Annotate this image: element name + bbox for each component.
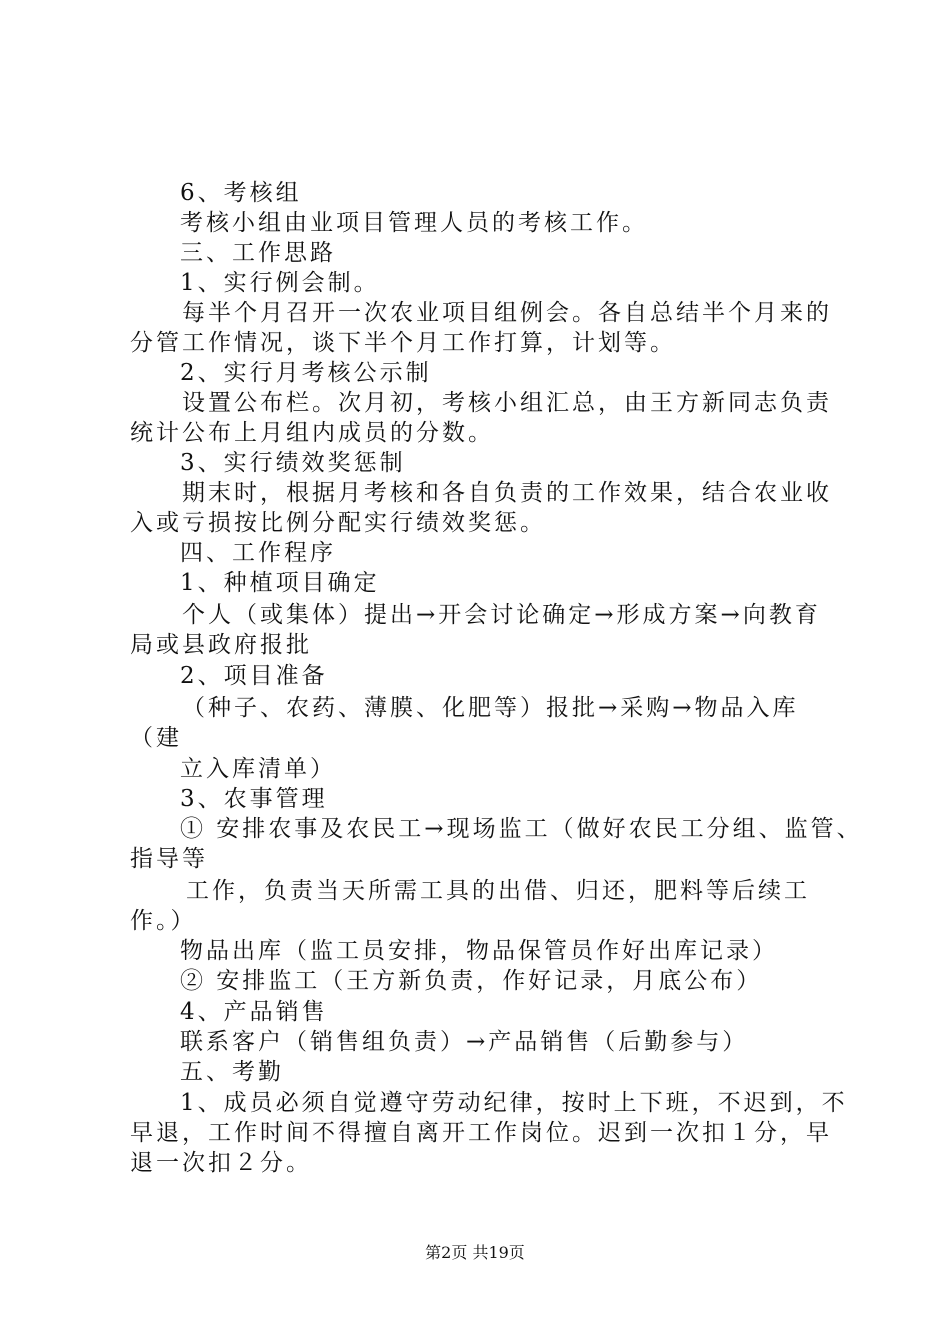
body-paragraph-line: 联系客户（销售组负责）→产品销售（后勤参与） [180, 1029, 749, 1055]
body-paragraph-line: 立入库清单） [180, 756, 336, 782]
section-heading: 三、工作思路 [180, 240, 336, 266]
body-paragraph-line: 作。） [130, 908, 197, 934]
body-paragraph-line: 物品出库（监工员安排，物品保管员作好出库记录） [180, 938, 778, 964]
body-paragraph-line: 每半个月召开一次农业项目组例会。各自总结半个月来的 [182, 300, 832, 326]
body-paragraph-line: 1、成员必须自觉遵守劳动纪律，按时上下班，不迟到，不 [180, 1090, 848, 1116]
page-number-footer: 第2页 共19页 [425, 1243, 525, 1262]
body-paragraph-line: 早退，工作时间不得擅自离开工作岗位。迟到一次扣１分，早 [130, 1120, 832, 1146]
subsection-heading: 3、实行绩效奖惩制 [180, 450, 406, 476]
body-paragraph-line: 个人（或集体）提出→开会讨论确定→形成方案→向教育 [182, 602, 821, 628]
subsection-heading: 1、种植项目确定 [180, 570, 380, 596]
body-paragraph-line: 考核小组由业项目管理人员的考核工作。 [180, 210, 648, 236]
section-heading: 四、工作程序 [180, 540, 336, 566]
body-paragraph-line: 局或县政府报批 [130, 632, 312, 658]
subsection-heading: 3、农事管理 [180, 786, 328, 812]
body-paragraph-line: ① 安排农事及农民工→现场监工（做好农民工分组、监管、 [180, 816, 863, 842]
subsection-heading: 4、产品销售 [180, 999, 328, 1025]
body-paragraph-line: 指导等 [130, 846, 208, 872]
body-paragraph-line: （种子、农药、薄膜、化肥等）报批→采购→物品入库 [182, 695, 799, 721]
body-paragraph-line: 入或亏损按比例分配实行绩效奖惩。 [130, 510, 546, 536]
section-heading: 6、考核组 [180, 180, 302, 206]
subsection-heading: 2、实行月考核公示制 [180, 360, 432, 386]
body-paragraph-line: 工作，负责当天所需工具的出借、归还，肥料等后续工 [186, 878, 810, 904]
body-paragraph-line: 分管工作情况，谈下半个月工作打算，计划等。 [130, 330, 676, 356]
body-paragraph-line: 期末时，根据月考核和各自负责的工作效果，结合农业收 [182, 480, 832, 506]
subsection-heading: 1、实行例会制。 [180, 270, 380, 296]
body-paragraph-line: （建 [130, 725, 182, 751]
section-heading: 五、考勤 [180, 1059, 284, 1085]
body-paragraph-line: ② 安排监工（王方新负责，作好记录，月底公布） [180, 968, 763, 994]
body-paragraph-line: 设置公布栏。次月初，考核小组汇总，由王方新同志负责 [182, 390, 832, 416]
body-paragraph-line: 统计公布上月组内成员的分数。 [130, 420, 494, 446]
subsection-heading: 2、项目准备 [180, 663, 328, 689]
body-paragraph-line: 退一次扣２分。 [130, 1150, 312, 1176]
